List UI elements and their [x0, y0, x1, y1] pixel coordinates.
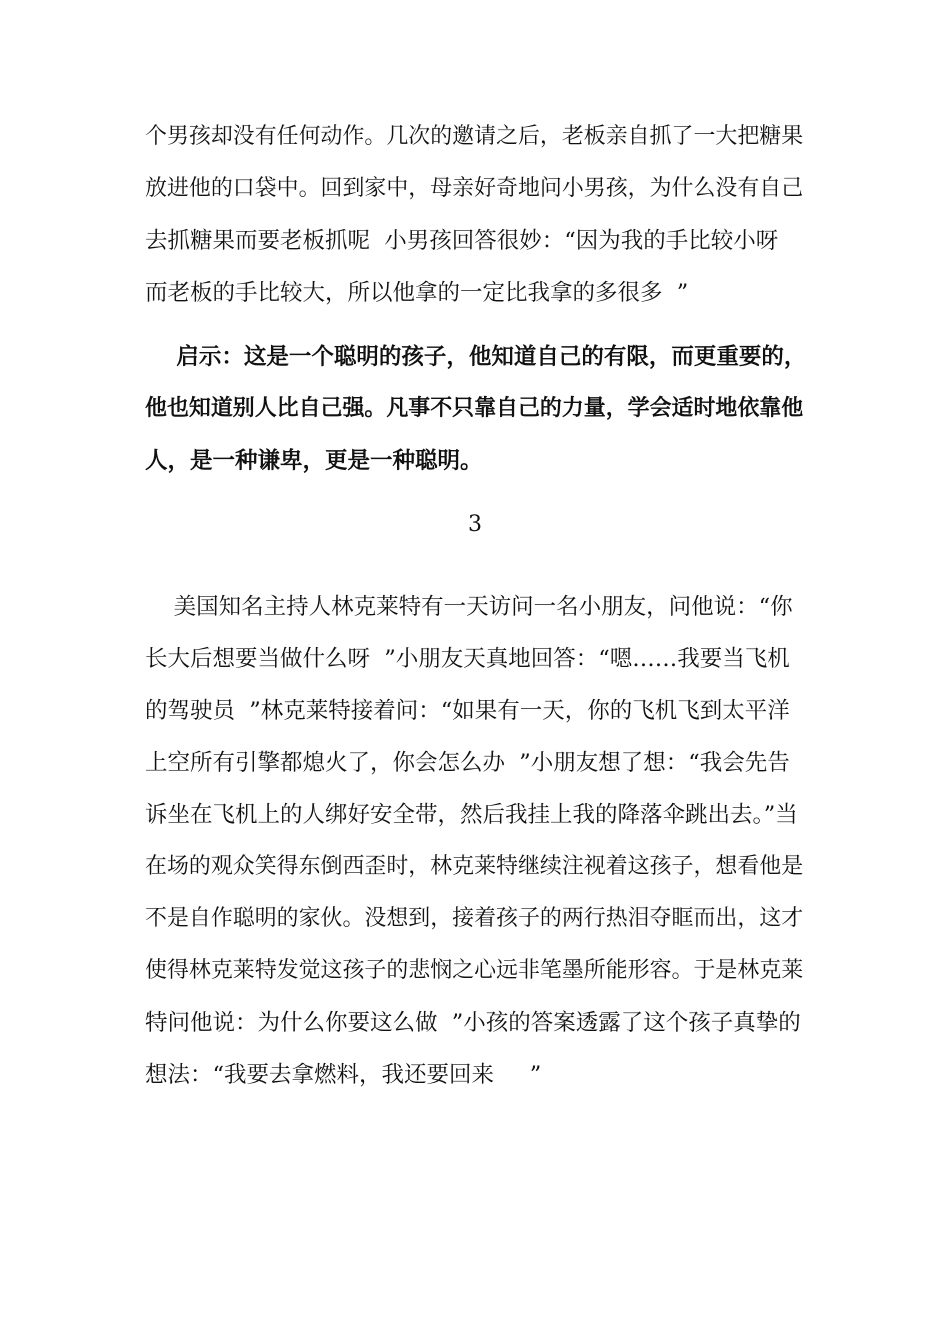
- story-paragraph-pilot: [145, 581, 810, 1101]
- insight-line: 人，是一种谦卑，更是一种聪明。: [145, 448, 483, 474]
- text-line: 不是自作聪明的家伙。没想到，接着孩子的两行热泪夺眶而出，这才: [145, 906, 804, 931]
- text-line: 的驾驶员 ”林克莱特接着问：“如果有一天，你的飞机飞到太平洋: [145, 698, 790, 724]
- text-line: 使得林克莱特发觉这孩子的悲悯之心远非笔墨所能形容。于是林克莱: [145, 958, 804, 983]
- insight-paragraph: [145, 331, 810, 487]
- text-line: 想法：“我要去拿燃料，我还要回来 ”: [145, 1062, 542, 1088]
- text-line: 个男孩却没有任何动作。几次的邀请之后，老板亲自抓了一大把糖果: [145, 124, 804, 149]
- story-paragraph-candy: [145, 111, 810, 319]
- text-line: 特问他说：为什么你要这么做 ”小孩的答案透露了这个孩子真挚的: [145, 1010, 801, 1036]
- insight-line: 他也知道别人比自己强。凡事不只靠自己的力量，学会适时地依靠他: [145, 396, 804, 421]
- section-number: 3: [468, 512, 482, 537]
- text-line: 美国知名主持人林克莱特有一天访问一名小朋友，问他说：“你: [145, 594, 793, 620]
- text-line: 放进他的口袋中。回到家中，母亲好奇地问小男孩，为什么没有自己: [145, 176, 804, 201]
- insight-line: 启示：这是一个聪明的孩子，他知道自己的有限，而更重要的，: [145, 344, 807, 370]
- text-line: 而老板的手比较大，所以他拿的一定比我拿的多很多 ”: [145, 280, 689, 306]
- text-line: 上空所有引擎都熄火了，你会怎么办 ”小朋友想了想：“我会先告: [145, 750, 790, 776]
- text-line: 去抓糖果而要老板抓呢 小男孩回答很妙：“因为我的手比较小呀: [145, 228, 779, 254]
- text-line: 在场的观众笑得东倒西歪时，林克莱特继续注视着这孩子，想看他是: [145, 854, 804, 879]
- text-line: 诉坐在飞机上的人绑好安全带，然后我挂上我的降落伞跳出去。”当: [145, 802, 798, 828]
- text-line: 长大后想要当做什么呀 ”小朋友天真地回答：“嗯……我要当飞机: [145, 646, 790, 672]
